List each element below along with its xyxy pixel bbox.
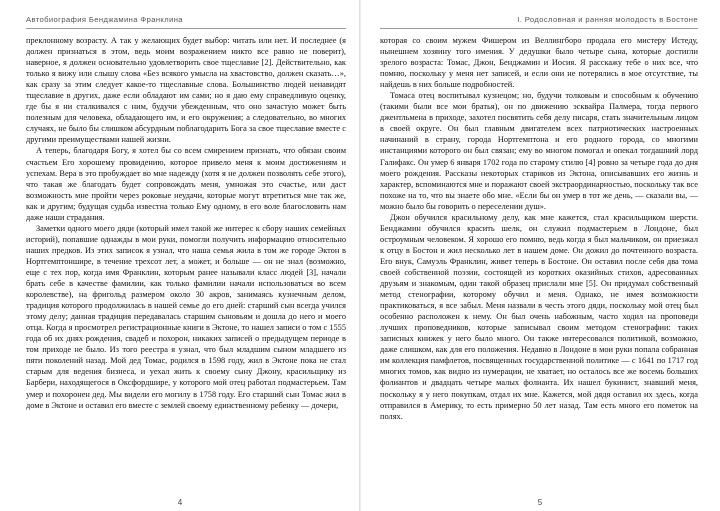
paragraph: Джон обучился красильному делу, как мне кажется, стал красильщиком шерсти. Бенджамин обучился красить шелк, он служил подмастерьем в Лондоне, был остроумным человеком. Я хорошо его помню, ведь когда я был мальчиком, он приезжал к отцу в Бостон и жил несколько лет в нашем доме. Он дожил до почтенного возраста. Его внук, Самуэль Франклин, живет теперь в Бостоне. Он оставил после себя два тома своей собственной поэзии, состоящей из коротких оказийных стихов, адресованных друзьям и знакомым, один такой образец прислали мне [5]. Он придумал собственный метод стенографии, которому обучил и меня. Однако, не имея возможности практиковаться, я все забыл. Меня назвали в честь этого дяди, поскольку мой отец был особенно расположен к нему. Он был очень набожным, часто ходил на проповеди лучших проповедников, которые записывал своим методом стенографии: таких записных книжек у него было много. Он также интересовался политикой, возможно, даже слишком, как для его положения. Недавно в Лондоне в мои руки попала собранная им коллекция памфлетов, посвященных государственной политике — с 1641 по 1717 год многих томов, как видно из нумерации, не хватает, но осталось все же восемь больших фолиантов и двадцать четыре малых фолианта. Их нашел букинист, знавший меня, поскольку я у него покупкам, отдал их мне. Кажется, мой дядя оставил их здесь, когда отправился в Америку, то есть примерно 50 лет назад. Там есть много его пометок на полях. [380, 212, 698, 421]
header-rule-left [26, 28, 346, 29]
paragraph: которая со своим мужем Фишером из Веллингборо продала его мистеру Истеду, нынешнем хозяину того имения. У дедушки было четыре сына, которые достигли зрелого возраста: Томас, Джон, Бенджамин и Иосия. Я расскажу тебе о них все, что помню, поскольку у меня нет записей, и если они не потерялись в мое отсутствие, ты найдешь в них больше подробностей. [380, 36, 698, 90]
running-head-right: I. Родословная и ранняя молодость в Бостоне [517, 15, 698, 24]
paragraph: преклонному возрасту. А так у желающих будет выбор: читать или нет. И последнее (я должен признаться в этом, ведь моим возражением никто все равно не поверит), наверное, я должен основательно удовлетворить свое тщеславие [2]. Действительно, как только я вижу или слышу слова «Без всякого умысла на хвастовство, должен сказать…», как сразу за этим следует какое-то тщеславные слова. Большинство людей ненавидят тщеславие в других, даже если обладают им сами; но я даю ему справедливую оценку, где бы я ни сталкивался с ним, будучи убежденным, что оно зачастую может быть полезным для человека, обладающего им, и его окружения; а следовательно, во многих случаях, не было бы слишком абсурдным поблагодарить Бога за свое тщеславие вместе с другими преимуществами нашей жизни. [26, 36, 346, 145]
paragraph: Заметки одного моего дяди (который имел такой же интерес к сбору наших семейных историй), попавшие однажды в мои руки, помогли получить информацию относительно наших предков. Из этих записок я узнал, что наша семья жила в том же городе Эктон в Нортгемптоншире, в течение трехсот лет, а может, и больше — он не знал (возможно, еще с тех пор, когда имя Франклин, которым ранее называли класс людей [3], начали брать себе в качестве фамилии, как только фамилии начали использоваться во всем королевстве), на фригольд размером около 30 акров, занимаясь кузнечным делом, традиция которого продолжилась в нашей семье до его дней: старший сын всегда учился этому делу; данная традиция передавалась старшим сыновьям и дошла до него и моего отца. Когда я просмотрел регистрационные книги в Эктоне, то нашел записи о том с 1555 года об их днях рождения, свадеб и похорон, никаких записей о предыдущем периоде в том приходе не было. Из того реестра я узнал, что был младшим сыном младшего из пяти поколений назад. Мой дед Томас, родился в 1598 году, жил в Эктоне пока не стал старым для ведения бизнеса, и уехал жить к своему сыну Джону, красильщику из Барбери, находящегося в Оксфордшире, у которого мой отец работал подмастерьем. Там умер и похоронен дед. Мы видели его могилу в 1758 году. Его старший сын Томас жил в доме в Эктоне и оставил его вместе с землей своему единственному ребенку — дочери, [26, 223, 346, 410]
paragraph: А теперь, благодаря Богу, я хотел бы со всем смирением признать, что обязан своим счастьем Его хорошему провидению, которое привело меня к моим достижениям и успехам. Вера в это пробуждает во мне надежду (хотя я не должен позволять себе этого), что такая же благодать будет сопровождать меня, умножая это счастье, или даст возможность мне пройти через роковые неудачи, которые могут втретиться мне так же, как и другим; будущая судьба известна только Ему одному, в его воле благословить нам даже наши страдания. [26, 146, 346, 222]
header-rule-right [380, 28, 698, 29]
page-number-left: 4 [177, 498, 183, 507]
right-page-body [380, 35, 698, 422]
right-page [360, 0, 720, 511]
running-head-left: Автобиография Бенджамина Франклина [26, 15, 183, 24]
paragraph: Томаса отец воспитывал кузнецом; но, будучи толковым и способным к обучению (такими были все мои братья), он по движению эсквайра Палмера, тогда первого джентльмена в приходе, захотел посвятить себя делу писаря, стать значительным лицом в своей округе. Он был главным двигателем всех патриотических настроенных начинаний в страну, города Нортгемптона и его родного города, со многими инстанциями которого он был связан; ему во многом помогал и опекал тогдашний лорд Галифакс. Он умер 6 января 1702 года по старому стилю [4] ровно за четыре года до дня моего рождения. Рассказы некоторых старикoв из Эктона, описывавших его жизнь и характер, вспоминаются мне и поражают своей экстраординарностью, поскольку так все похоже на то, что вы знаете обо мне. «Если бы он умер в тот же день, — сказали вы, — можно было бы говорить о переселении душ». [380, 91, 698, 211]
page-number-right: 5 [537, 498, 543, 507]
left-page-body [26, 35, 346, 411]
